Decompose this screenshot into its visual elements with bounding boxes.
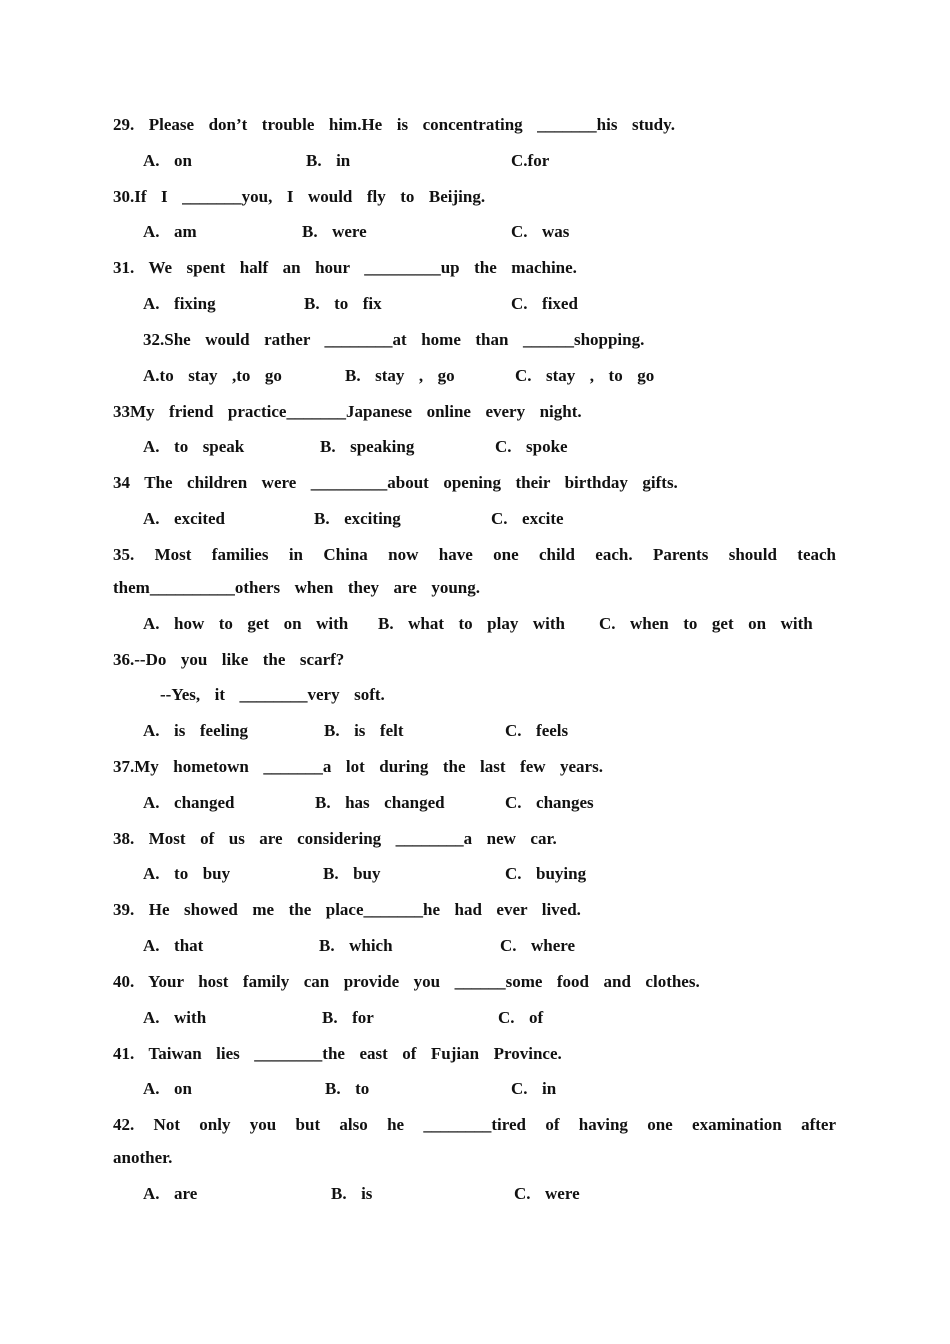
question-35-stem-continued: them__________others when they are young. xyxy=(113,578,480,597)
question-42-option-c: C. were xyxy=(514,1184,580,1203)
question-34-option-a: A. excited xyxy=(143,509,226,528)
question-34-option-b: B. exciting xyxy=(314,509,401,528)
question-39-option-c: C. where xyxy=(500,936,576,955)
question-35-option-b: B. what to play with xyxy=(378,614,565,633)
question-29-stem: 29. Please don’t trouble him.He is concentrating _______his study. xyxy=(113,115,675,134)
question-35-stem: 35. Most families in China now have one child each. Parents should teach xyxy=(113,545,836,564)
question-42-stem: 42. Not only you but also he ________tired of having one examination after xyxy=(113,1115,836,1134)
question-38-option-c: C. buying xyxy=(505,864,587,883)
question-37-stem: 37.My hometown _______a lot during the last few years. xyxy=(113,757,603,776)
question-33-stem: 33My friend practice_______Japanese online every night. xyxy=(113,402,582,421)
question-42-stem-continued: another. xyxy=(113,1148,173,1167)
question-31-option-a: A. fixing xyxy=(143,294,216,313)
question-36-option-c: C. feels xyxy=(505,721,569,740)
question-29-option-a: A. on xyxy=(143,151,192,170)
question-30-option-a: A. am xyxy=(143,222,197,241)
question-35-option-a: A. how to get on with xyxy=(143,614,349,633)
question-35-option-c: C. when to get on with xyxy=(599,614,813,633)
question-40-option-c: C. of xyxy=(498,1008,544,1027)
question-37-option-c: C. changes xyxy=(505,793,594,812)
question-36-option-b: B. is felt xyxy=(324,721,404,740)
question-41-option-a: A. on xyxy=(143,1079,192,1098)
question-30-option-c: C. was xyxy=(511,222,570,241)
question-31-option-c: C. fixed xyxy=(511,294,578,313)
question-33-option-a: A. to speak xyxy=(143,437,245,456)
question-32-option-b: B. stay , go xyxy=(345,366,455,385)
question-33-option-c: C. spoke xyxy=(495,437,568,456)
question-30-option-b: B. were xyxy=(302,222,367,241)
question-41-stem: 41. Taiwan lies ________the east of Fujian Province. xyxy=(113,1044,562,1063)
question-41-option-b: B. to xyxy=(325,1079,370,1098)
question-32-option-c: C. stay , to go xyxy=(515,366,655,385)
question-40-option-b: B. for xyxy=(322,1008,374,1027)
question-38-option-a: A. to buy xyxy=(143,864,231,883)
question-37-option-b: B. has changed xyxy=(315,793,445,812)
question-36-stem: 36.--Do you like the scarf? xyxy=(113,650,345,669)
question-33-option-b: B. speaking xyxy=(320,437,415,456)
question-39-stem: 39. He showed me the place_______he had ever lived. xyxy=(113,900,581,919)
question-40-stem: 40. Your host family can provide you ______some food and clothes. xyxy=(113,972,700,991)
question-42-option-a: A. are xyxy=(143,1184,198,1203)
question-31-option-b: B. to fix xyxy=(304,294,382,313)
question-34-stem: 34 The children were _________about opening their birthday gifts. xyxy=(113,473,678,492)
question-29-option-c: C.for xyxy=(511,151,550,170)
question-37-option-a: A. changed xyxy=(143,793,235,812)
question-38-stem: 38. Most of us are considering ________a new car. xyxy=(113,829,557,848)
question-32-option-a: A.to stay ,to go xyxy=(143,366,282,385)
question-39-option-b: B. which xyxy=(319,936,393,955)
question-30-stem: 30.If I _______you, I would fly to Beijing. xyxy=(113,187,486,206)
question-34-option-c: C. excite xyxy=(491,509,564,528)
question-42-option-b: B. is xyxy=(331,1184,373,1203)
question-39-option-a: A. that xyxy=(143,936,204,955)
question-31-stem: 31. We spent half an hour _________up the machine. xyxy=(113,258,577,277)
question-38-option-b: B. buy xyxy=(323,864,381,883)
question-29-option-b: B. in xyxy=(306,151,351,170)
question-41-option-c: C. in xyxy=(511,1079,557,1098)
question-32-stem: 32.She would rather ________at home than ______shopping. xyxy=(143,330,645,349)
question-36-response: --Yes, it ________very soft. xyxy=(160,685,385,704)
question-40-option-a: A. with xyxy=(143,1008,207,1027)
question-36-option-a: A. is feeling xyxy=(143,721,249,740)
